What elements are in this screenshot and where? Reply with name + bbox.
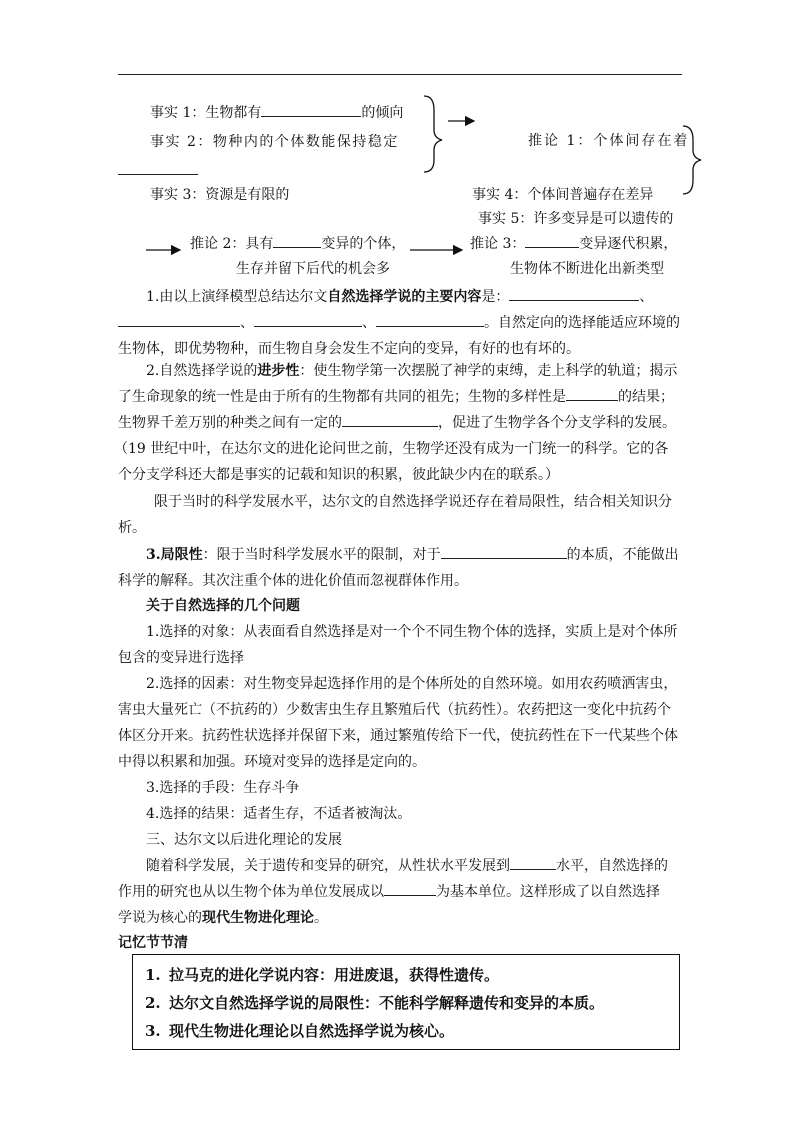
section-3-title: 三、达尔文以后进化理论的发展 <box>146 832 342 848</box>
blank-q1-4[interactable] <box>376 312 484 327</box>
selection-issues: 关于自然选择的几个问题 1.选择的对象：从表面看自然选择是对一个个不同生物个体的选择，实质上是对个体所 包含的变异进行选择 2.选择的因素：对生物变异起选择作用的是个体所处的自然环境。如用农药喷洒害虫， 害虫大量死亡（不抗药的）少数害虫生存且繁殖后代（抗药性）。农药把这一变化中抗药个 体区分开来。抗药性状选择并保留下来，通过繁殖传给下一代，使抗药性在下一代某些个体 中得以积累和加强。环境对变异的选择是定向的。 3.选择的手段：生存斗争 4.选择的结果：适者生存，不适者被淘汰。 <box>118 593 684 827</box>
memory-item: 3. 现代生物进化理论以自然选择学说为核心。 <box>145 1022 455 1040</box>
right-brace-2 <box>683 126 701 194</box>
fact-3: 事实 3：资源是有限的 <box>150 187 290 203</box>
fact-5: 事实 5：许多变异是可以遗传的 <box>478 211 674 227</box>
fact-2: 事实 2：物种内的个体数能保持稳定 <box>150 134 399 150</box>
blank-q1-2[interactable] <box>118 312 240 327</box>
memory-title: 记忆节节清 <box>118 935 188 951</box>
memory-item: 1. 拉马克的进化学说内容：用进废退，获得性遗传。 <box>145 966 500 984</box>
inference-3-line2: 生物体不断进化出新类型 <box>510 261 664 277</box>
inference-2: 推论 2：具有 变异的个体， <box>190 233 405 253</box>
blank-q3-1[interactable] <box>441 544 567 559</box>
limitation-intro: 限于当时的科学发展水平，达尔文的自然选择学说还存在着局限性，结合相关知识分 析。 <box>118 494 672 536</box>
blank-q1-3[interactable] <box>254 312 362 327</box>
blank-q2-2[interactable] <box>342 412 438 427</box>
right-brace-1 <box>424 96 442 172</box>
issues-title: 关于自然选择的几个问题 <box>146 598 300 614</box>
inference-3: 推论 3： 变异逐代积累， <box>470 233 677 253</box>
blank-q2-1[interactable] <box>566 386 618 401</box>
blank-s3-1[interactable] <box>510 855 556 870</box>
question-3: 3.局限性：限于当时科学发展水平的限制，对于 的本质，不能做出 科学的解释。其次注重个体的进化价值而忽视群体作用。 <box>118 542 684 594</box>
inference-2-line2: 生存并留下后代的机会多 <box>236 261 390 277</box>
fact-4: 事实 4：个体间普遍存在差异 <box>472 187 654 203</box>
diagram-brackets-arrows <box>0 0 800 300</box>
inference-1: 推论 1：个体间存在着 <box>528 133 690 149</box>
question-2: 2.自然选择学说的进步性：使生物学第一次摆脱了神学的束缚，走上科学的轨道；揭示 了生命现象的统一性是由于所有的生物都有共同的祖先；生物的多样性是 的结果； 生物界千差万别的种类之间有一定的 ，促进了生物学各个分支学科的发展。 （19 世纪中叶，在达尔文的进化论问世之前，生物学还没有成为一门统一的科学。它的各 个分支学科还大都是事实的记载和知识的积累，彼此缺少内在的联系。） <box>114 363 678 483</box>
fact-1: 事实 1：生物都有 的倾向 <box>150 102 403 122</box>
blank-s3-2[interactable] <box>384 881 436 896</box>
blank-q1-1[interactable] <box>509 286 639 301</box>
section-3: 三、达尔文以后进化理论的发展 随着科学发展，关于遗传和变异的研究，从性状水平发展到 水平，自然选择的 作用的研究也从以生物个体为单位发展成以 为基本单位。这样形成了以自然选择 学说为核心的现代生物进化理论。 <box>118 827 684 931</box>
memory-box <box>132 954 680 1050</box>
memory-item: 2. 达尔文自然选择学说的局限性：不能科学解释遗传和变异的本质。 <box>145 994 605 1012</box>
question-1: 1.由以上演绎模型总结达尔文自然选择学说的主要内容是： 、 、 、 。自然定向的选择能适应环境的 生物体，即优势物种，而生物自身会发生不定向的变异，有好的也有坏的。 <box>118 284 684 362</box>
